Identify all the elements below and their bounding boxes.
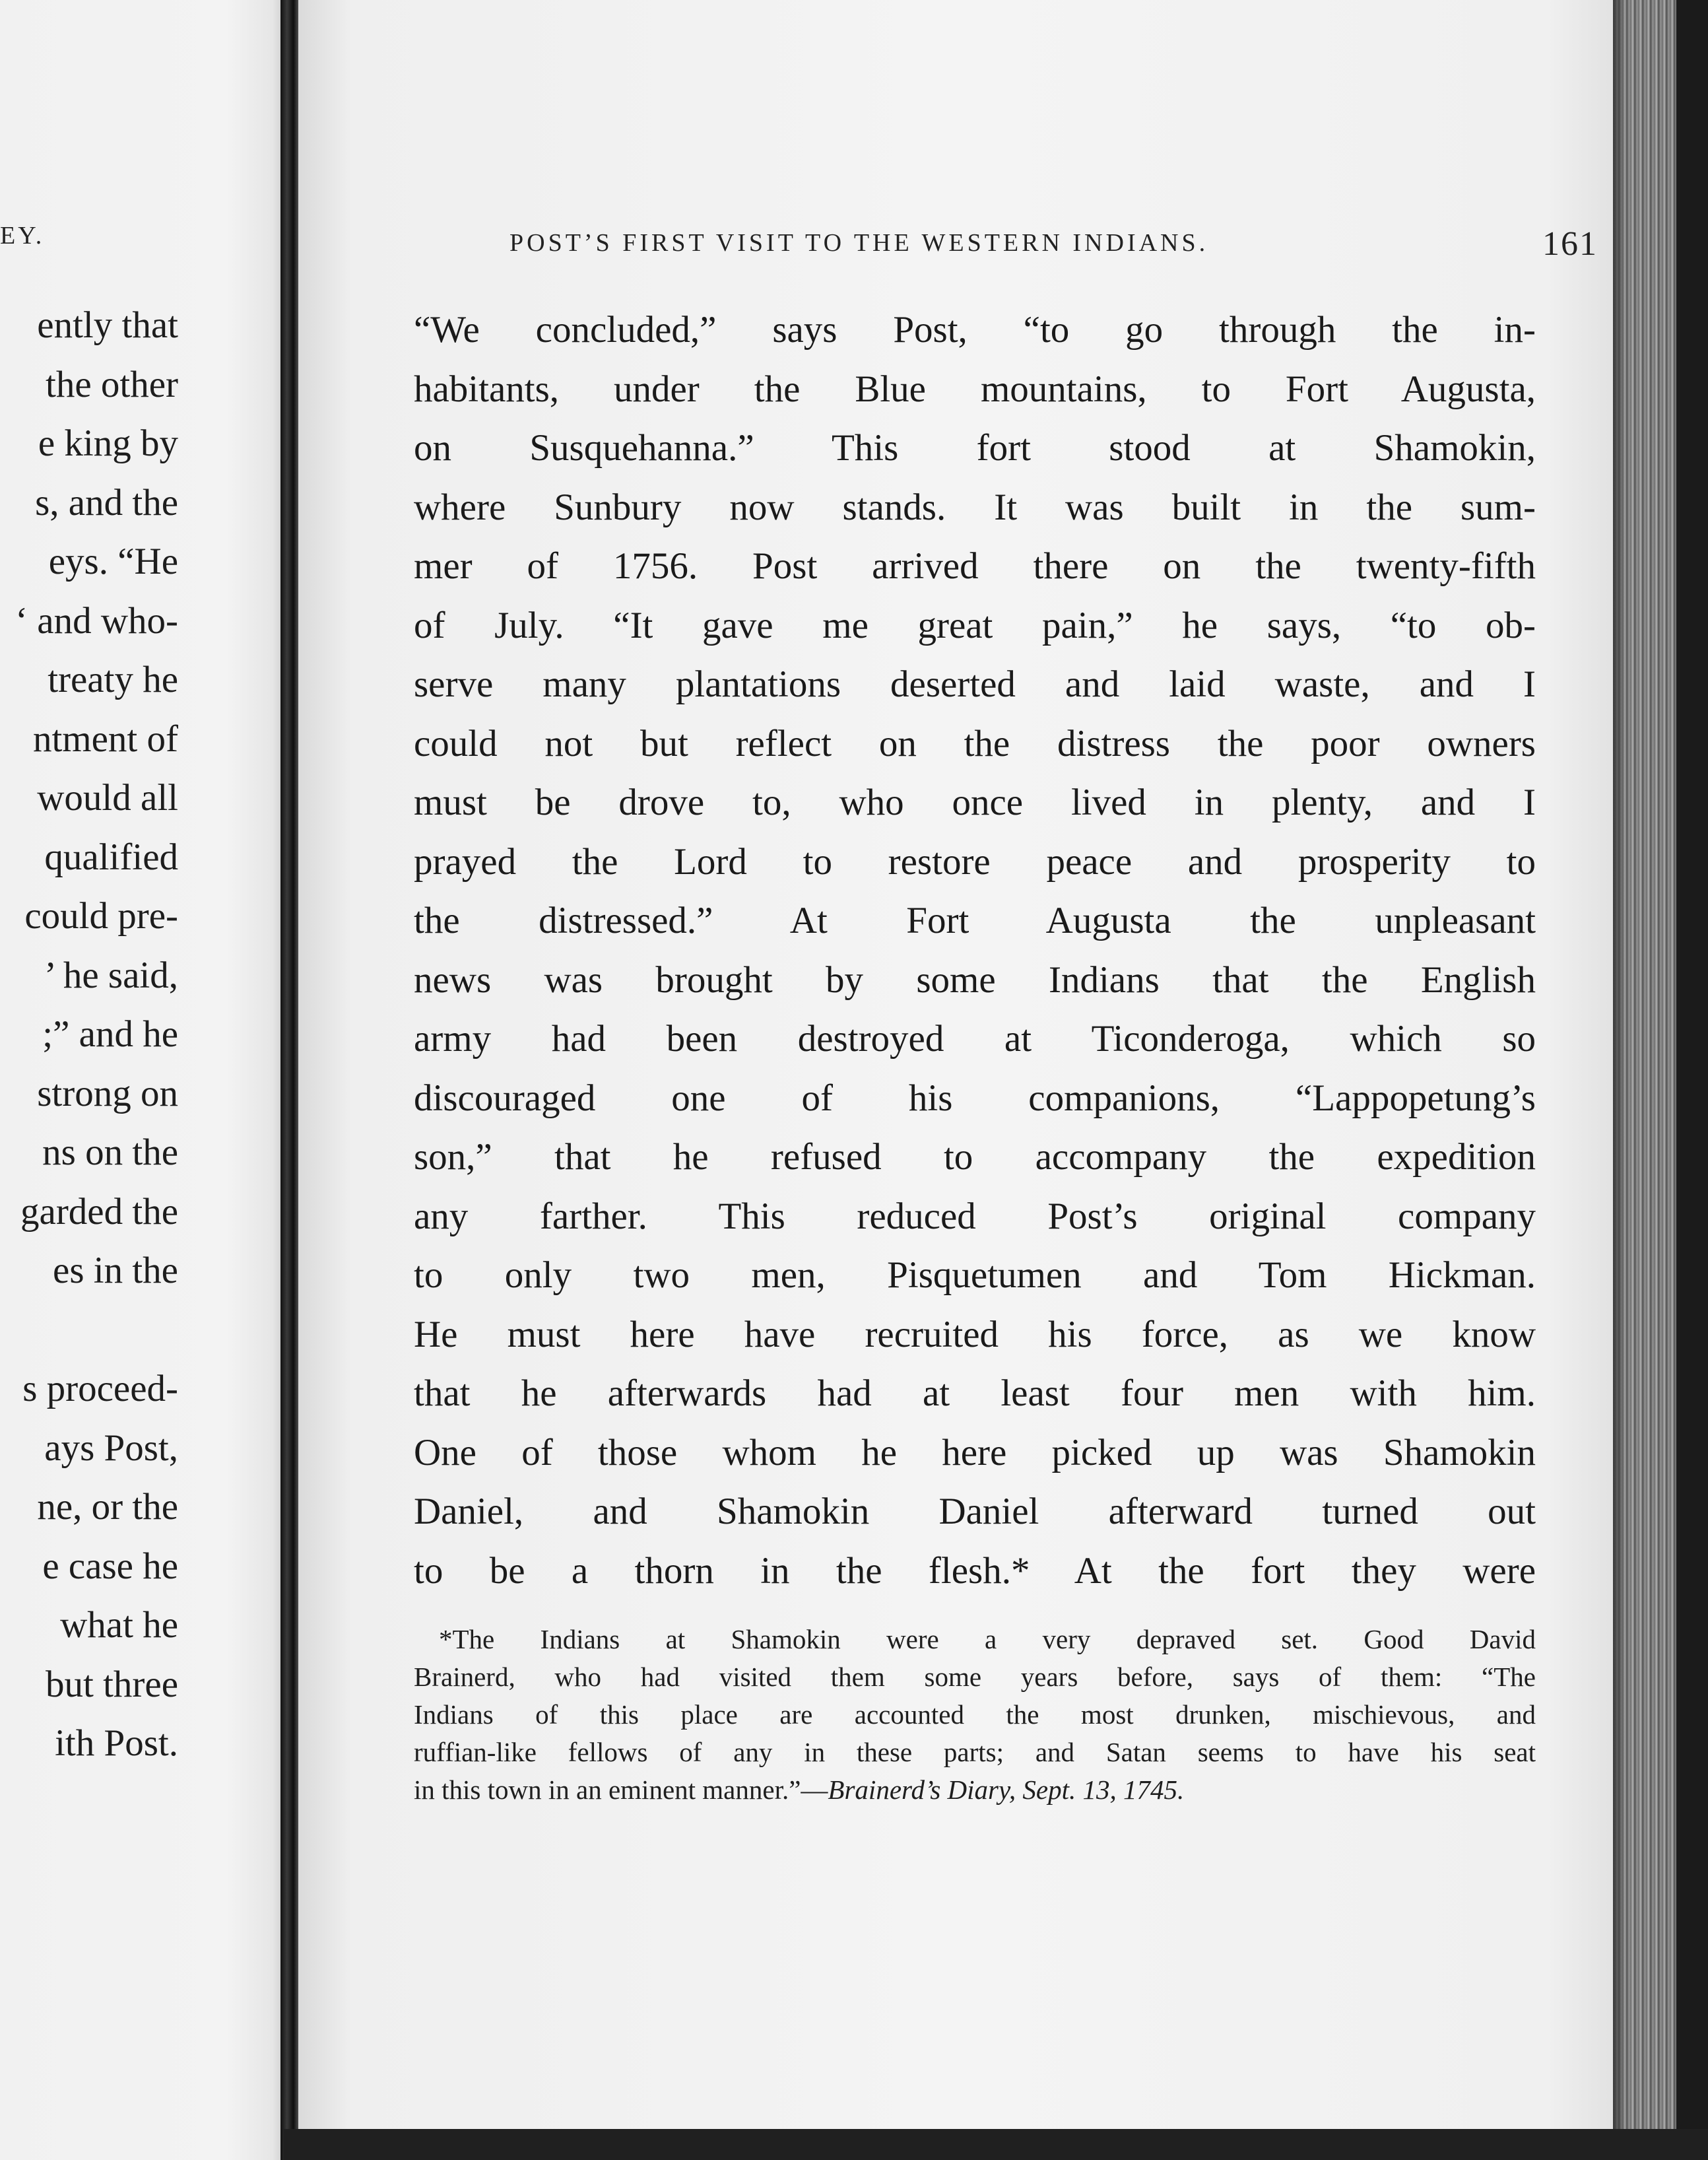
left-page-line: eys. “He: [48, 541, 178, 582]
body-line: that he afterwards had at least four men with him.: [414, 1372, 1536, 1414]
left-page-line: but three: [45, 1663, 178, 1705]
body-line: of July. “It gave me great pain,” he says, “to ob-: [414, 604, 1536, 646]
footnote-line: *The Indians at Shamokin were a very depraved set. Good David: [439, 1624, 1536, 1654]
left-page-line: ;” and he: [42, 1013, 178, 1055]
body-text: [414, 300, 1688, 1600]
left-page-line: e case he: [42, 1545, 178, 1587]
body-line: must be drove to, who once lived in plenty, and I: [414, 782, 1536, 823]
left-page-line: s proceed-: [22, 1368, 178, 1409]
footnote-last-text: in this town in an eminent manner.”—: [414, 1774, 828, 1805]
body-line: One of those whom he here picked up was Shamokin: [414, 1431, 1536, 1473]
left-page-line: ne, or the: [37, 1486, 178, 1528]
left-page-line: [0, 1300, 178, 1360]
right-page: [298, 0, 1613, 2129]
left-page-line: what he: [60, 1604, 178, 1646]
body-line: son,” that he refused to accompany the expedition: [414, 1136, 1536, 1178]
left-page-line: e king by: [38, 422, 178, 464]
book-gutter: [280, 0, 299, 2160]
body-line: habitants, under the Blue mountains, to Fort Augusta,: [414, 368, 1536, 410]
left-page-line: would all: [37, 777, 178, 819]
running-head-title: POST’S FIRST VISIT TO THE WESTERN INDIANS.: [509, 229, 1209, 257]
left-page-line: ‘ and who-: [15, 599, 178, 642]
body-line: on Susquehanna.” This fort stood at Shamokin,: [414, 427, 1536, 469]
body-line: news was brought by some Indians that the English: [414, 959, 1536, 1001]
footnote: [414, 1621, 1688, 1809]
left-page-line: the other: [45, 363, 178, 405]
scan-border-bottom: [284, 2129, 1708, 2160]
body-line: where Sunbury now stands. It was built in the sum-: [414, 486, 1536, 528]
body-line: discouraged one of his companions, “Lappopetung’s: [414, 1077, 1536, 1119]
body-line: serve many plantations deserted and laid waste, and I: [414, 663, 1536, 705]
footnote-line: Brainerd, who had visited them some years before, says of them: “The: [414, 1662, 1536, 1692]
left-page-line: treaty he: [48, 659, 178, 700]
footnote-line: Indians of this place are accounted the most drunken, mischievous, and: [414, 1699, 1536, 1730]
left-page-line: ’ he said,: [44, 954, 178, 996]
body-line: any farther. This reduced Post’s original company: [414, 1195, 1536, 1237]
left-page-line: strong on: [37, 1072, 178, 1114]
footnote-citation: Brainerd’s Diary, Sept. 13, 1745.: [828, 1774, 1185, 1805]
body-line: the distressed.” At Fort Augusta the unpleasant: [414, 900, 1536, 941]
scan-border-right: [1676, 0, 1708, 2160]
footnote-line: [414, 1771, 1536, 1809]
left-page-line: ntment of: [32, 718, 178, 760]
page-number: 161: [1542, 225, 1598, 263]
left-page-line: ith Post.: [55, 1722, 178, 1764]
body-line: could not but reflect on the distress the poor owners: [414, 722, 1536, 764]
page-edges-shadow: [1613, 0, 1626, 2160]
body-line: mer of 1756. Post arrived there on the twenty-fifth: [414, 545, 1536, 587]
left-page-line: qualified: [44, 836, 178, 878]
running-head: [509, 224, 1605, 264]
body-line: to only two men, Pisquetumen and Tom Hickman.: [414, 1254, 1536, 1296]
left-page-line: s, and the: [35, 481, 178, 523]
left-running-head: EY.: [0, 222, 45, 250]
body-line: “We concluded,” says Post, “to go through the in-: [414, 309, 1536, 351]
body-line: prayed the Lord to restore peace and prosperity to: [414, 840, 1536, 883]
footnote-line: ruffian-like fellows of any in these parts; and Satan seems to have his seat: [414, 1737, 1536, 1767]
left-page-line: ns on the: [42, 1131, 178, 1173]
body-line: He must here have recruited his force, as we know: [414, 1313, 1536, 1355]
body-line: to be a thorn in the flesh.* At the fort they were: [414, 1549, 1536, 1592]
left-page: [0, 0, 284, 2160]
body-line: army had been destroyed at Ticonderoga, which so: [414, 1018, 1536, 1060]
left-page-line: ays Post,: [44, 1427, 178, 1469]
left-page-text: [0, 296, 178, 1773]
body-line: Daniel, and Shamokin Daniel afterward turned out: [414, 1491, 1536, 1532]
left-page-line: ently that: [37, 304, 178, 346]
left-page-line: could pre-: [24, 895, 178, 937]
left-page-line: garded the: [20, 1190, 178, 1232]
left-page-line: es in the: [53, 1250, 178, 1291]
